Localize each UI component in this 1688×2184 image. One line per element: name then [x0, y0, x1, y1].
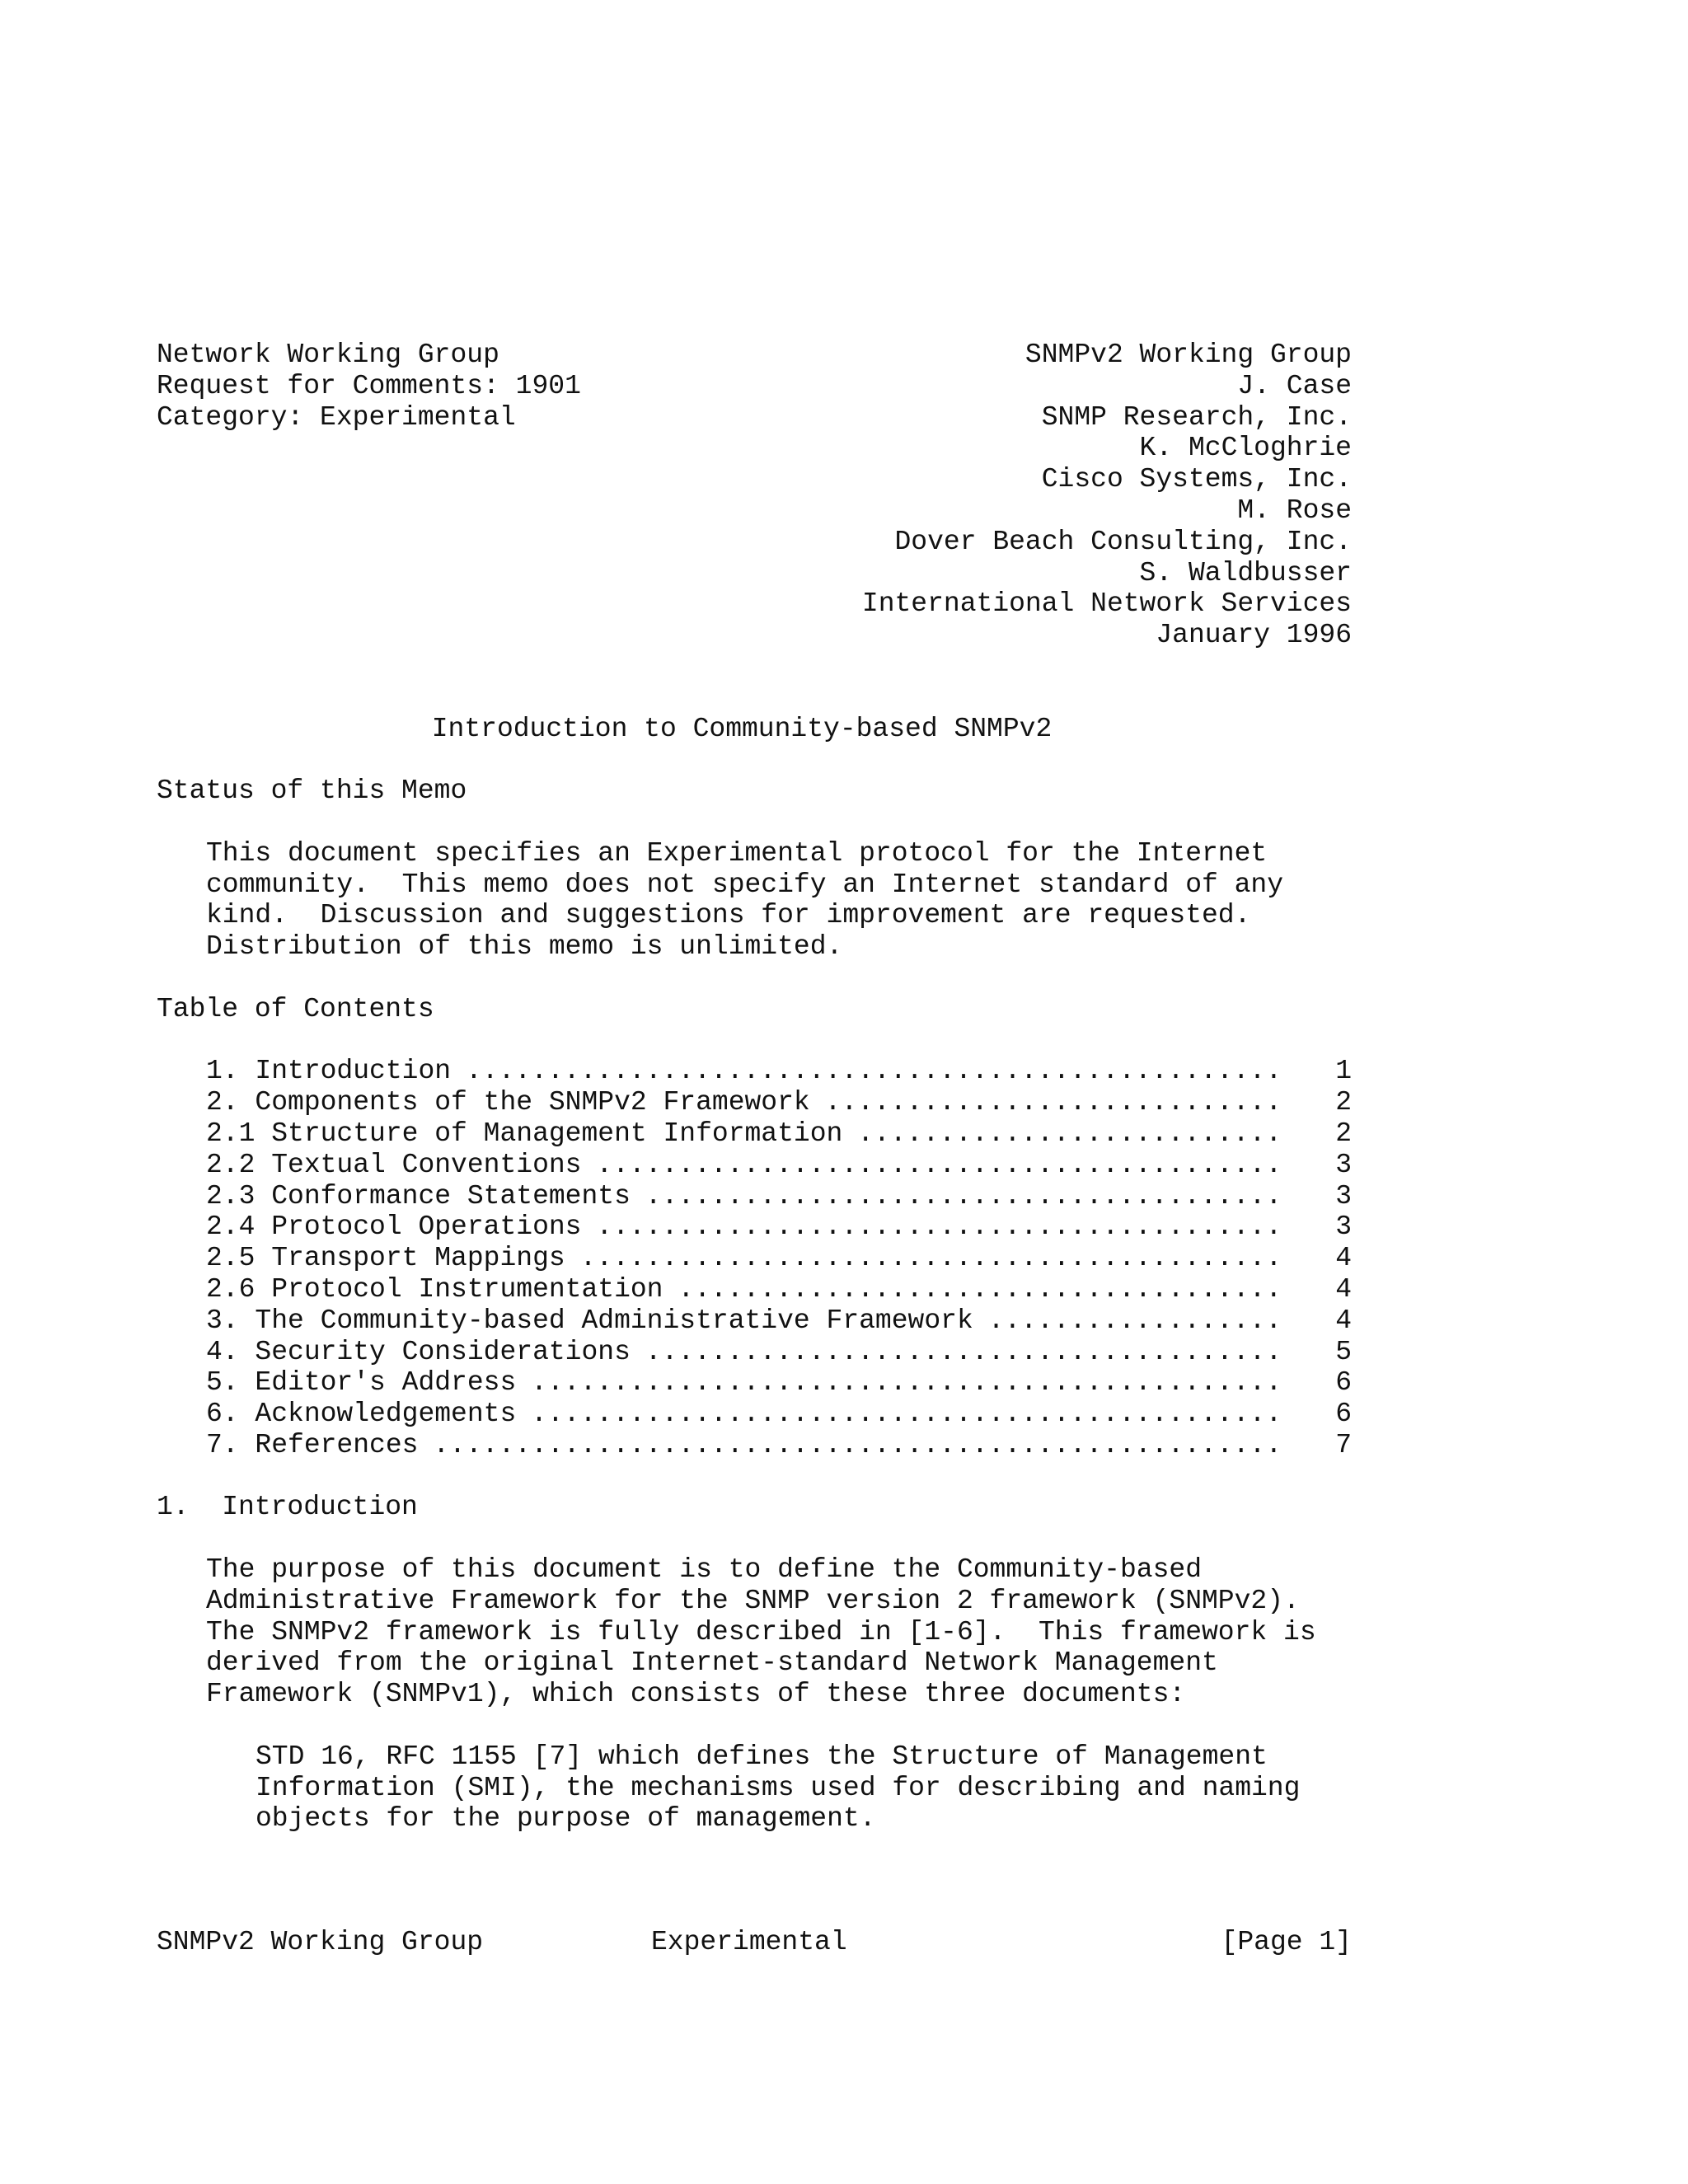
toc-entry-title: 7. References: [206, 1429, 419, 1460]
document-title: [157, 714, 1352, 745]
toc-leader: [418, 1430, 1286, 1461]
paragraph-line: [157, 1773, 1352, 1804]
status-line: kind. Discussion and suggestions for improvement are requested.: [206, 900, 1251, 931]
toc-entry[interactable]: [157, 1181, 1352, 1212]
header-right-line: Dover Beach Consulting, Inc.: [894, 526, 1352, 557]
paragraph-line: [157, 869, 1352, 901]
section-heading: [157, 776, 1352, 807]
toc-entry-page: 2: [1335, 1118, 1352, 1149]
intro-line: The purpose of this document is to define the Community-based: [206, 1554, 1202, 1586]
intro-line: Administrative Framework for the SNMP version 2 framework (SNMPv2).: [206, 1585, 1300, 1616]
toc-entry-page: 3: [1335, 1180, 1352, 1212]
toc-entry[interactable]: [157, 1430, 1352, 1461]
paragraph-line: [157, 1586, 1352, 1617]
toc-leader: [842, 1118, 1286, 1150]
toc-entry[interactable]: [157, 1305, 1352, 1337]
toc-entry[interactable]: [157, 1367, 1352, 1399]
header-right-line: J. Case: [1237, 370, 1352, 401]
toc-entry-page: 5: [1335, 1336, 1352, 1367]
paragraph-line: [157, 1803, 1352, 1835]
toc-entry-title: 1. Introduction: [206, 1056, 452, 1087]
toc-entry-title: 3. The Community-based Administrative Framework: [206, 1305, 973, 1336]
header-line: [157, 433, 1352, 464]
intro-line: derived from the original Internet-standard Network Management: [206, 1647, 1218, 1679]
toc-heading: Table of Contents: [157, 993, 434, 1024]
toc-entry[interactable]: [157, 1243, 1352, 1274]
toc-leader: [973, 1305, 1286, 1337]
header-line: [157, 340, 1352, 371]
status-line: community. This memo does not specify an Internet standard of any: [206, 869, 1284, 900]
toc-entry-page: 7: [1335, 1429, 1352, 1460]
toc-entry[interactable]: [157, 1399, 1352, 1430]
header-line: [157, 620, 1352, 651]
toc-entry-page: 3: [1335, 1149, 1352, 1180]
section-heading: [157, 994, 1352, 1025]
toc-entry-title: 6. Acknowledgements: [206, 1399, 517, 1430]
toc-entry-page: 1: [1335, 1056, 1352, 1087]
paragraph-line: [157, 838, 1352, 869]
toc-entry-page: 6: [1335, 1367, 1352, 1399]
intro-quote-line: Information (SMI), the mechanisms used for describing and naming: [256, 1772, 1301, 1803]
section-heading: [157, 1492, 1352, 1523]
toc-entry-page: 3: [1335, 1212, 1352, 1243]
toc-entry[interactable]: [157, 1087, 1352, 1118]
toc-entry-title: 2. Components of the SNMPv2 Framework: [206, 1087, 810, 1118]
header-right-line: S. Waldbusser: [1139, 557, 1352, 588]
paragraph-line: [157, 1647, 1352, 1679]
header-right-line: K. McCloghrie: [1139, 433, 1352, 464]
toc-leader: [631, 1181, 1286, 1212]
paragraph-line: [157, 1617, 1352, 1648]
header-left-line: Request for Comments: 1901: [157, 370, 581, 401]
toc-entry-title: 2.1 Structure of Management Information: [206, 1118, 843, 1149]
intro-quote-line: objects for the purpose of management.: [256, 1803, 876, 1835]
toc-entry-page: 4: [1335, 1243, 1352, 1274]
document-title-text: Introduction to Community-based SNMPv2: [431, 713, 1053, 744]
intro-line: The SNMPv2 framework is fully described in [1-6]. This framework is: [206, 1616, 1316, 1647]
paragraph-line: [157, 1554, 1352, 1586]
toc-entry[interactable]: [157, 1212, 1352, 1243]
status-heading: Status of this Memo: [157, 776, 467, 807]
toc-leader: [631, 1337, 1286, 1368]
intro-quote-line: STD 16, RFC 1155 [7] which defines the Structure of Management: [256, 1741, 1268, 1772]
header-line: [157, 464, 1352, 495]
header-right-line: International Network Services: [861, 588, 1352, 620]
status-line: This document specifies an Experimental protocol for the Internet: [206, 837, 1268, 869]
footer-left: SNMPv2 Working Group: [157, 1927, 484, 1957]
toc-entry-title: 2.3 Conformance Statements: [206, 1180, 631, 1212]
toc-leader: [451, 1056, 1286, 1087]
header-right-line: SNMPv2 Working Group: [1025, 340, 1352, 370]
toc-entry-page: 4: [1335, 1305, 1352, 1336]
header-line: [157, 588, 1352, 620]
header-left-line: Network Working Group: [157, 340, 499, 370]
header-line: [157, 527, 1352, 558]
footer-page-number: [Page 1]: [1221, 1927, 1352, 1957]
toc-entry-title: 2.6 Protocol Instrumentation: [206, 1273, 663, 1305]
toc-entry-page: 4: [1335, 1273, 1352, 1305]
header-date: January 1996: [1156, 620, 1352, 651]
paragraph-line: [157, 1679, 1352, 1710]
header-line: [157, 495, 1352, 527]
paragraph-line: [157, 1741, 1352, 1773]
toc-leader: [581, 1150, 1286, 1181]
toc-leader: [663, 1274, 1287, 1305]
intro-line: Framework (SNMPv1), which consists of these three documents:: [206, 1679, 1186, 1710]
toc-leader: [516, 1367, 1286, 1399]
toc-leader: [810, 1087, 1286, 1118]
table-of-contents: [157, 1056, 1352, 1460]
toc-entry-page: 2: [1335, 1087, 1352, 1118]
toc-entry-title: 2.2 Textual Conventions: [206, 1149, 582, 1180]
paragraph-line: [157, 900, 1352, 931]
status-line: Distribution of this memo is unlimited.: [206, 931, 843, 963]
toc-entry[interactable]: [157, 1056, 1352, 1087]
introduction-heading: 1. Introduction: [157, 1492, 418, 1523]
toc-entry-title: 4. Security Considerations: [206, 1336, 631, 1367]
header-line: [157, 371, 1352, 402]
header-left-line: Category: Experimental: [157, 401, 516, 433]
footer-center: Experimental: [651, 1927, 847, 1957]
toc-entry-page: 6: [1335, 1399, 1352, 1430]
rfc-document: [157, 340, 1352, 1835]
toc-entry[interactable]: [157, 1337, 1352, 1368]
toc-leader: [565, 1243, 1286, 1274]
header-line: [157, 402, 1352, 434]
header-line: [157, 558, 1352, 589]
header-right-line: SNMP Research, Inc.: [1041, 401, 1352, 433]
header-right-line: Cisco Systems, Inc.: [1041, 464, 1352, 495]
toc-leader: [581, 1212, 1286, 1243]
toc-entry-title: 2.4 Protocol Operations: [206, 1212, 582, 1243]
paragraph-line: [157, 931, 1352, 963]
toc-entry-title: 2.5 Transport Mappings: [206, 1243, 565, 1274]
toc-entry-title: 5. Editor's Address: [206, 1367, 517, 1399]
page-footer: [157, 1927, 1352, 1957]
header-right-line: M. Rose: [1237, 494, 1352, 526]
toc-entry[interactable]: [157, 1118, 1352, 1150]
toc-entry[interactable]: [157, 1150, 1352, 1181]
toc-leader: [516, 1399, 1286, 1430]
toc-entry[interactable]: [157, 1274, 1352, 1305]
